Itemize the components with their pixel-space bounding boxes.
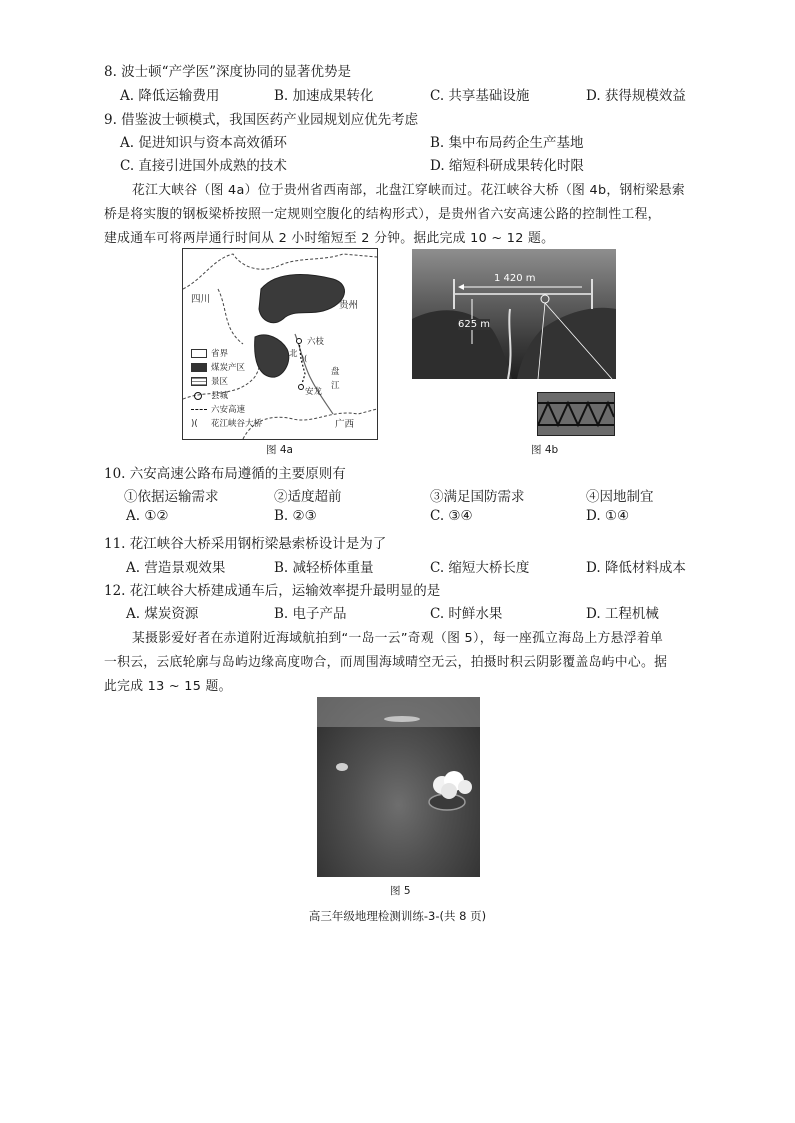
label-liuzhi: 六枝 <box>307 337 325 347</box>
q10-option-d: D. ①④ <box>586 508 630 524</box>
q10-item-2: ②适度超前 <box>274 489 342 505</box>
arrow-head-left <box>458 284 464 290</box>
right-cliff <box>517 308 616 379</box>
legend-expressway: 六安高速 <box>191 403 245 415</box>
q9-option-b: B. 集中布局药企生产基地 <box>430 135 584 151</box>
passage1-line3: 建成通车可将两岸通行时间从 2 小时缩短至 2 分钟。据此完成 10 ~ 12 题。 <box>104 231 555 246</box>
passage2-line2: 一积云，云底轮廓与岛屿边缘高度吻合，而周围海域晴空无云，拍摄时积云阴影覆盖岛屿中心。据 <box>104 655 668 670</box>
q10-item-1: ①依据运输需求 <box>124 489 219 505</box>
coal-region-south <box>255 335 289 377</box>
q8-option-d: D. 获得规模效益 <box>586 88 686 104</box>
detail-circle <box>541 295 549 303</box>
q10-item-4: ④因地制宜 <box>586 489 654 505</box>
label-pan: 盘 <box>331 367 340 377</box>
q11-option-a: A. 营造景观效果 <box>126 560 226 576</box>
legend-scenic: 景区 <box>191 375 228 387</box>
q9-stem: 9. 借鉴波士顿模式，我国医药产业园规划应优先考虑 <box>104 112 419 128</box>
legend-coal: 煤炭产区 <box>191 361 245 373</box>
bridge-symbol: )( <box>301 354 308 363</box>
figure-5-photo <box>317 697 480 877</box>
legend-county: 县城 <box>191 389 228 401</box>
label-sichuan: 四川 <box>191 294 211 305</box>
q12-option-a: A. 煤炭资源 <box>126 606 199 622</box>
label-anlong: 安龙 <box>305 387 323 397</box>
q12-option-c: C. 时鲜水果 <box>430 606 503 622</box>
caption-fig4a: 图 4a <box>266 444 293 456</box>
q9-option-a: A. 促进知识与资本高效循环 <box>120 135 287 151</box>
label-bridge-height: 625 m <box>458 319 491 330</box>
island-cloud-drawing <box>317 697 480 877</box>
q10-option-c: C. ③④ <box>430 508 473 524</box>
q11-stem: 11. 花江峡谷大桥采用钢桁梁悬索桥设计是为了 <box>104 536 387 552</box>
q11-option-d: D. 降低材料成本 <box>586 560 686 576</box>
figure-4b-photo <box>412 249 616 379</box>
cloud-part-3 <box>458 780 472 794</box>
label-guangxi: 广西 <box>335 419 355 430</box>
q11-option-c: C. 缩短大桥长度 <box>430 560 530 576</box>
passage2-line1: 某摄影爱好者在赤道附近海域航拍到“一岛一云”奇观（图 5），每一座孤立海岛上方悬浮着单 <box>132 631 664 646</box>
legend-boundary: 省界 <box>191 347 228 359</box>
truss-drawing <box>538 393 614 435</box>
bridge-photo-drawing <box>412 249 616 379</box>
label-jiang: 江 <box>331 381 340 391</box>
province-boundary-4 <box>218 289 243 344</box>
passage2-line3: 此完成 13 ~ 15 题。 <box>104 679 232 694</box>
legend-bridge: )( 花江峡谷大桥 <box>191 419 263 429</box>
figure-4b-truss-inset <box>537 392 615 436</box>
county-liuzhi <box>297 339 302 344</box>
q12-stem: 12. 花江峡谷大桥建成通车后，运输效率提升最明显的是 <box>104 583 441 599</box>
caption-fig4b: 图 4b <box>531 444 559 456</box>
q8-option-a: A. 降低运输费用 <box>120 88 220 104</box>
q10-item-3: ③满足国防需求 <box>430 489 525 505</box>
q11-option-b: B. 减轻桥体重量 <box>274 560 374 576</box>
coal-region-north <box>259 275 344 323</box>
caption-fig5: 图 5 <box>390 885 411 897</box>
q10-stem: 10. 六安高速公路布局遵循的主要原则有 <box>104 466 346 482</box>
page-footer: 高三年级地理检测训练-3-(共 8 页) <box>308 909 487 923</box>
label-bei: 北 <box>289 349 298 359</box>
province-boundary-3 <box>243 409 377 439</box>
q12-option-b: B. 电子产品 <box>274 606 347 622</box>
q12-option-d: D. 工程机械 <box>586 606 659 622</box>
passage1-line2: 桥是将实腹的钢板梁桥按照一定规则空腹化的结构形式），是贵州省六安高速公路的控制性工程， <box>104 207 661 222</box>
passage1-line1: 花江大峡谷（图 4a）位于贵州省西南部，北盘江穿峡而过。花江峡谷大桥（图 4b，钢桁梁悬索 <box>132 183 685 198</box>
figure-4a-map <box>182 248 378 440</box>
q10-option-b: B. ②③ <box>274 508 317 524</box>
q9-option-c: C. 直接引进国外成熟的技术 <box>120 158 287 174</box>
q8-option-c: C. 共享基础设施 <box>430 88 530 104</box>
county-anlong <box>299 385 304 390</box>
label-guizhou: 贵州 <box>339 300 359 311</box>
q10-option-a: A. ①② <box>126 508 169 524</box>
q8-stem: 8. 波士顿“产学医”深度协同的显著优势是 <box>104 64 351 80</box>
distant-cloud <box>384 716 420 722</box>
small-cloud <box>336 763 348 771</box>
label-span-length: 1 420 m <box>494 273 536 284</box>
cloud-part-4 <box>441 783 457 799</box>
q9-option-d: D. 缩短科研成果转化时限 <box>430 158 584 174</box>
q8-option-b: B. 加速成果转化 <box>274 88 374 104</box>
